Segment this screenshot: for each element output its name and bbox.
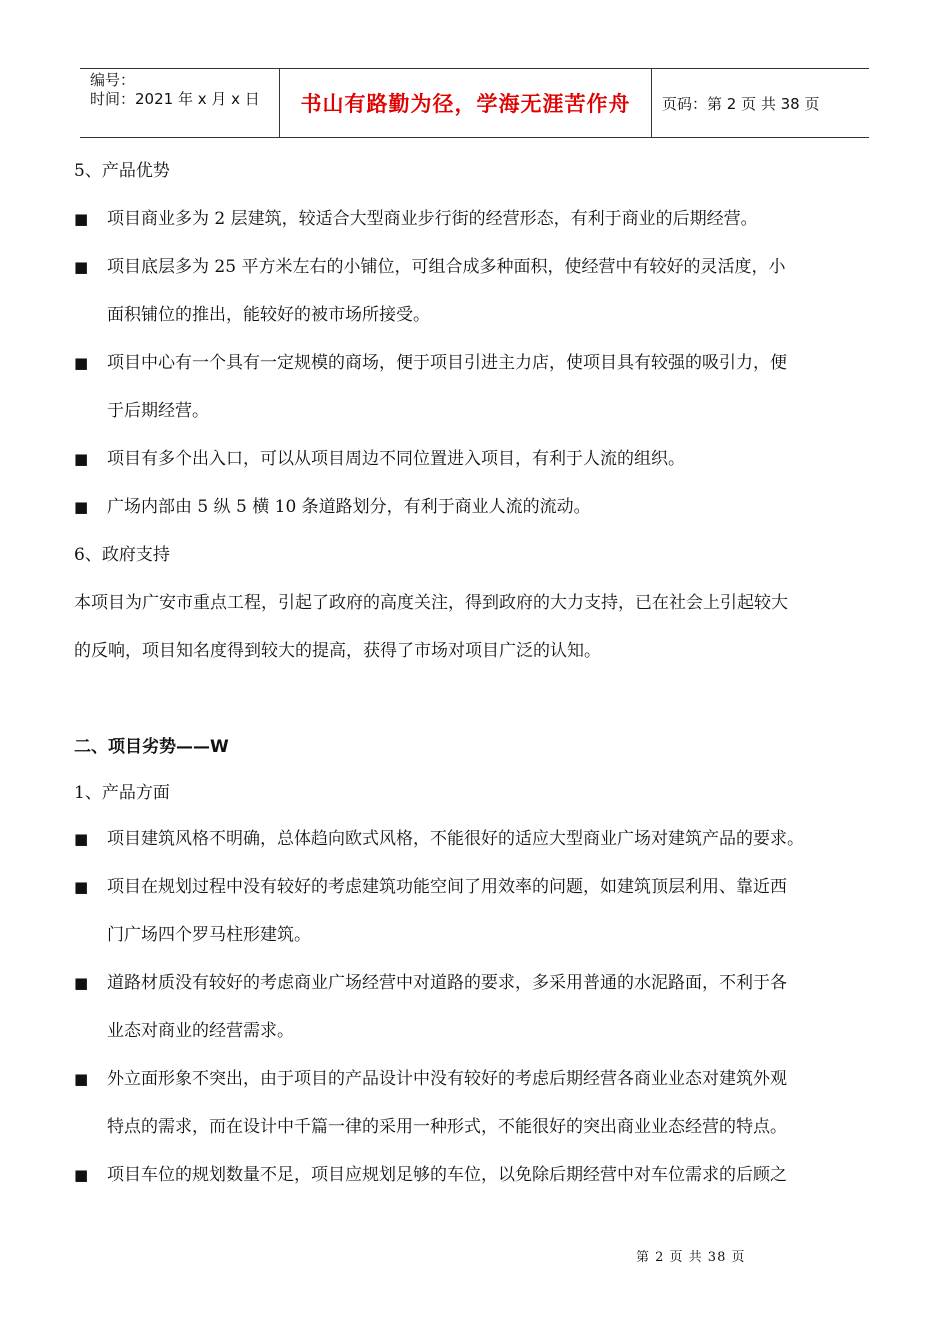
section-title: 5、产品优势 [74,161,170,181]
document-number-label: 编号： [90,71,136,89]
header-motto: 书山有路勤为径，学海无涯苦作舟 [280,69,652,137]
header-meta [80,69,280,137]
section-title: 6、政府支持 [74,545,170,565]
page-footer: 第 2 页 共 38 页 [636,1250,746,1265]
part-title: 二、项目劣势——W [74,737,229,757]
bullet-icon: ■ [74,450,89,468]
bullet-icon: ■ [74,1166,89,1184]
bullet-icon: ■ [74,258,89,276]
document-time-label: 时间：2021 年 x 月 x 日 [90,90,260,108]
page-header [80,68,869,138]
bullet-icon: ■ [74,210,89,228]
paragraph-line: 的反响，项目知名度得到较大的提高，获得了市场对项目广泛的认知。 [74,641,601,661]
paragraph-line: 本项目为广安市重点工程，引起了政府的高度关注，得到政府的大力支持，已在社会上引起较大 [74,593,788,613]
bullet-icon: ■ [74,354,89,372]
header-page-number: 页码：第 2 页 共 38 页 [662,94,820,113]
bullet-icon: ■ [74,498,89,516]
section-title: 1、产品方面 [74,783,170,803]
bullet-icon: ■ [74,1070,89,1088]
bullet-icon: ■ [74,830,89,848]
bullet-icon: ■ [74,878,89,896]
bullet-icon: ■ [74,974,89,992]
